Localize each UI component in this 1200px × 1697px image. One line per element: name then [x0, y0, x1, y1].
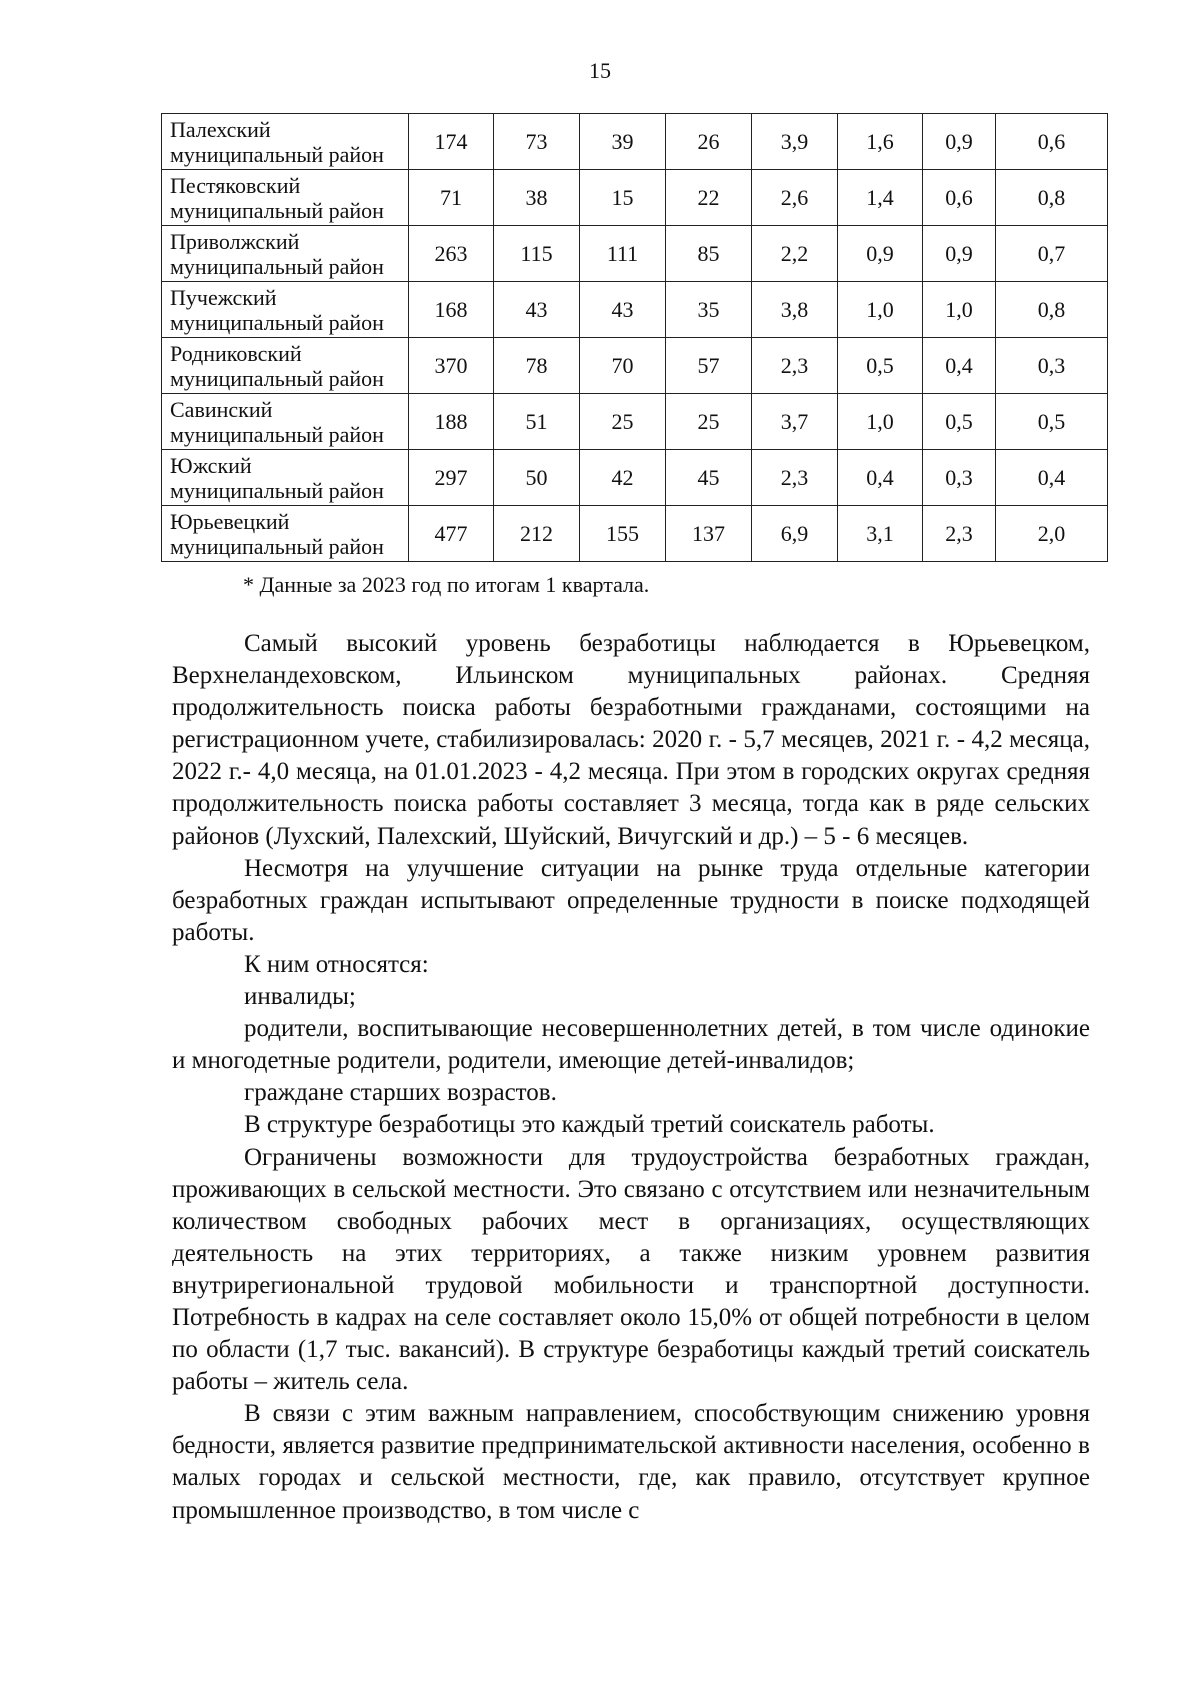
table-value-cell: 39: [580, 114, 666, 170]
paragraph: инвалиды;: [244, 983, 356, 1011]
table-value-cell: 43: [494, 282, 580, 338]
table-value-cell: 71: [409, 170, 494, 226]
paragraph: В структуре безработицы это каждый третий соискатель работы.: [244, 1111, 935, 1139]
district-name-cell: [162, 282, 409, 338]
district-type: муниципальный район: [170, 365, 384, 391]
table-value-cell: 6,9: [752, 506, 838, 562]
table-row: [162, 282, 1108, 338]
table-value-cell: 57: [666, 338, 752, 394]
paragraph: граждане старших возрастов.: [244, 1079, 557, 1107]
table-value-cell: 15: [580, 170, 666, 226]
table-row: [162, 338, 1108, 394]
table-value-cell: 73: [494, 114, 580, 170]
table-value-cell: 51: [494, 394, 580, 450]
table-value-cell: 0,7: [996, 226, 1108, 282]
table-value-cell: 0,6: [923, 170, 996, 226]
table-value-cell: 1,0: [838, 282, 923, 338]
table-value-cell: 26: [666, 114, 752, 170]
table-value-cell: 2,3: [752, 450, 838, 506]
table-value-cell: 263: [409, 226, 494, 282]
district-type: муниципальный район: [170, 253, 384, 279]
paragraph: Несмотря на улучшение ситуации на рынке труда отдельные категории безработных граждан испытывают определенные трудности в поиске подходящей работы.: [172, 854, 1090, 946]
table-value-cell: 168: [409, 282, 494, 338]
table-value-cell: 137: [666, 506, 752, 562]
table-value-cell: 0,6: [996, 114, 1108, 170]
table-value-cell: 22: [666, 170, 752, 226]
table-value-cell: 3,8: [752, 282, 838, 338]
table-value-cell: 0,9: [923, 114, 996, 170]
table-value-cell: 78: [494, 338, 580, 394]
table-value-cell: 42: [580, 450, 666, 506]
table-value-cell: 85: [666, 226, 752, 282]
table-value-cell: 0,4: [996, 450, 1108, 506]
unemployment-table: [161, 113, 1108, 562]
table-value-cell: 1,4: [838, 170, 923, 226]
table-value-cell: 0,9: [838, 226, 923, 282]
table-value-cell: 2,3: [752, 338, 838, 394]
table-value-cell: 2,0: [996, 506, 1108, 562]
table-value-cell: 0,4: [923, 338, 996, 394]
table-value-cell: 25: [580, 394, 666, 450]
table-value-cell: 297: [409, 450, 494, 506]
district-name: Юрьевецкий: [170, 508, 290, 534]
table-value-cell: 50: [494, 450, 580, 506]
table-value-cell: 0,8: [996, 170, 1108, 226]
district-name: Родниковский: [170, 340, 302, 366]
table-value-cell: 0,5: [996, 394, 1108, 450]
table-value-cell: 477: [409, 506, 494, 562]
district-name: Приволжский: [170, 228, 300, 254]
table-value-cell: 174: [409, 114, 494, 170]
table-value-cell: 3,7: [752, 394, 838, 450]
table-value-cell: 45: [666, 450, 752, 506]
district-name-cell: [162, 338, 409, 394]
district-type: муниципальный район: [170, 309, 384, 335]
district-name-cell: [162, 114, 409, 170]
table-value-cell: 212: [494, 506, 580, 562]
table-value-cell: 25: [666, 394, 752, 450]
paragraph: В связи с этим важным направлением, способствующим снижению уровня бедности, является развитие предпринимательской активности населения, особенно в малых городах и сельской местности, где, как правило, отсутствует крупное промышленное производство, в том числе с: [172, 1400, 1090, 1524]
district-type: муниципальный район: [170, 197, 384, 223]
table-value-cell: 0,8: [996, 282, 1108, 338]
paragraph: Ограничены возможности для трудоустройства безработных граждан, проживающих в сельской местности. Это связано с отсутствием или незначительным количеством свободных рабочих мест в организациях, осуществляющих деятельность на этих территориях, а также низким уровнем развития внутрирегиональной трудовой мобильности и транспортной доступности. Потребность в кадрах на селе составляет около 15,0% от общей потребности в целом по области (1,7 тыс. вакансий). В структуре безработицы каждый третий соискатель работы – житель села.: [172, 1143, 1090, 1396]
district-name-cell: [162, 170, 409, 226]
table-value-cell: 1,0: [838, 394, 923, 450]
table-row: [162, 394, 1108, 450]
table-body: [162, 114, 1108, 562]
district-name: Савинский: [170, 396, 273, 422]
district-type: муниципальный район: [170, 141, 384, 167]
table-row: [162, 170, 1108, 226]
page-number: 15: [589, 58, 611, 83]
district-name-cell: [162, 394, 409, 450]
table-value-cell: 38: [494, 170, 580, 226]
paragraph: родители, воспитывающие несовершеннолетних детей, в том числе одинокие и многодетные родители, родители, имеющие детей-инвалидов;: [172, 1015, 1090, 1075]
table-value-cell: 1,0: [923, 282, 996, 338]
table-value-cell: 2,2: [752, 226, 838, 282]
district-name-cell: [162, 226, 409, 282]
table-value-cell: 3,1: [838, 506, 923, 562]
table-value-cell: 3,9: [752, 114, 838, 170]
district-name: Южский: [170, 452, 252, 478]
district-name-cell: [162, 450, 409, 506]
table-value-cell: 155: [580, 506, 666, 562]
district-type: муниципальный район: [170, 533, 384, 559]
paragraph: Самый высокий уровень безработицы наблюдается в Юрьевецком, Верхнеландеховском, Ильинском муниципальных районах. Средняя продолжительность поиска работы безработными гражданами, состоящими на регистрационном учете, стабилизировалась: 2020 г. - 5,7 месяцев, 2021 г. - 4,2 месяца, 2022 г.- 4,0 месяца, на 01.01.2023 - 4,2 месяца. При этом в городских округах средняя продолжительность поиска работы составляет 3 месяца, тогда как в ряде сельских районов (Лухский, Палехский, Шуйский, Вичугский и др.) – 5 - 6 месяцев.: [172, 630, 1090, 850]
paragraph: К ним относятся:: [244, 950, 429, 978]
district-type: муниципальный район: [170, 477, 384, 503]
table-row: [162, 506, 1108, 562]
district-type: муниципальный район: [170, 421, 384, 447]
table-value-cell: 0,5: [923, 394, 996, 450]
table-value-cell: 70: [580, 338, 666, 394]
table-footnote: * Данные за 2023 год по итогам 1 квартала.: [243, 572, 650, 597]
table-value-cell: 35: [666, 282, 752, 338]
table-value-cell: 2,6: [752, 170, 838, 226]
table-value-cell: 0,3: [923, 450, 996, 506]
district-name: Палехский: [170, 116, 271, 142]
table-value-cell: 2,3: [923, 506, 996, 562]
district-name-cell: [162, 506, 409, 562]
table-value-cell: 0,9: [923, 226, 996, 282]
table-value-cell: 111: [580, 226, 666, 282]
table-value-cell: 0,4: [838, 450, 923, 506]
table-value-cell: 370: [409, 338, 494, 394]
district-name: Пучежский: [170, 284, 277, 310]
table-row: [162, 450, 1108, 506]
table-value-cell: 0,5: [838, 338, 923, 394]
table-row: [162, 226, 1108, 282]
district-name: Пестяковский: [170, 172, 301, 198]
table-row: [162, 114, 1108, 170]
table-value-cell: 0,3: [996, 338, 1108, 394]
table-value-cell: 115: [494, 226, 580, 282]
body-text: [172, 628, 1090, 1527]
table-value-cell: 1,6: [838, 114, 923, 170]
table-value-cell: 43: [580, 282, 666, 338]
table-value-cell: 188: [409, 394, 494, 450]
